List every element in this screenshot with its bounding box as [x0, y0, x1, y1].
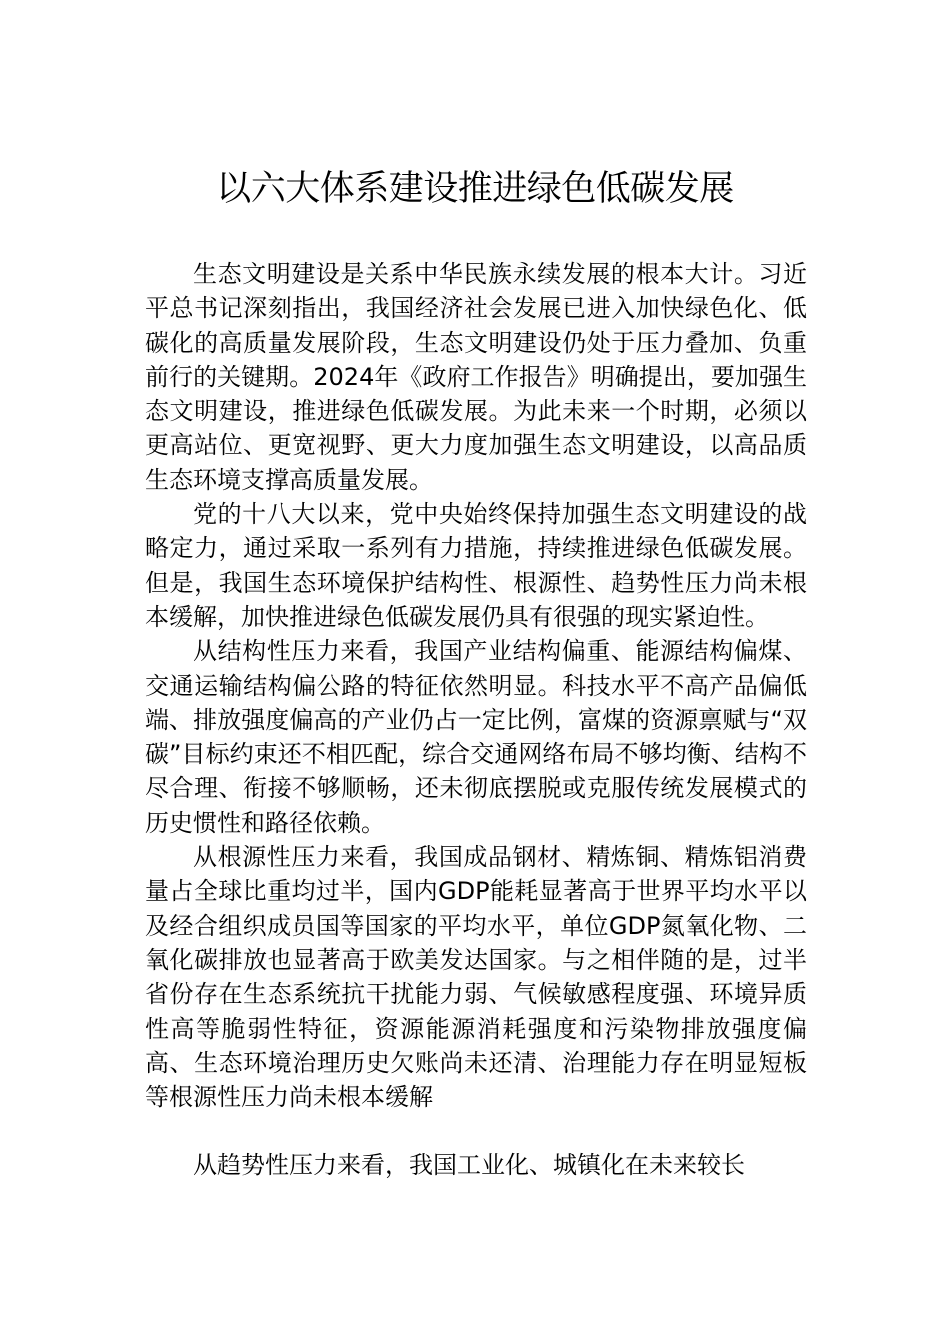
paragraph-structural-pressure: 从结构性压力来看，我国产业结构偏重、能源结构偏煤、交通运输结构偏公路的特征依然明显。科技水平不高产品偏低端、排放强度偏高的产业仍占一定比例，富煤的资源禀赋与“双碳”目标约束还不相匹配，综合交通网络布局不够均衡、结构不尽合理、衔接不够顺畅，还未彻底摆脱或克服传统发展模式的历史惯性和路径依赖。	[145, 637, 807, 837]
paragraph-intro: 生态文明建设是关系中华民族永续发展的根本大计。习近平总书记深刻指出，我国经济社会发展已进入加快绿色化、低碳化的高质量发展阶段，生态文明建设仍处于压力叠加、负重前行的关键期。2024年《政府工作报告》明确提出，要加强生态文明建设，推进绿色低碳发展。为此未来一个时期，必须以更高站位、更宽视野、更大力度加强生态文明建设，以高品质生态环境支撑高质量发展。	[145, 260, 807, 494]
document-title: 以六大体系建设推进绿色低碳发展	[216, 169, 734, 209]
paragraph-trend-pressure: 从趋势性压力来看，我国工业化、城镇化在未来较长	[193, 1151, 745, 1180]
paragraph-root-pressure: 从根源性压力来看，我国成品钢材、精炼铜、精炼铝消费量占全球比重均过半，国内GDP能耗显著高于世界平均水平以及经合组织成员国等国家的平均水平，单位GDP氮氧化物、二氧化碳排放也显著高于欧美发达国家。与之相伴随的是，过半省份存在生态系统抗干扰能力弱、气候敏感程度强、环境异质性高等脆弱性特征，资源能源消耗强度和污染物排放强度偏高、生态环境治理历史欠账尚未还清、治理能力存在明显短板等根源性压力尚未根本缓解	[145, 843, 807, 1112]
document-body	[145, 257, 807, 1183]
paragraph-background: 党的十八大以来，党中央始终保持加强生态文明建设的战略定力，通过采取一系列有力措施，持续推进绿色低碳发展。但是，我国生态环境保护结构性、根源性、趋势性压力尚未根本缓解，加快推进绿色低碳发展仍具有很强的现实紧迫性。	[145, 500, 807, 631]
